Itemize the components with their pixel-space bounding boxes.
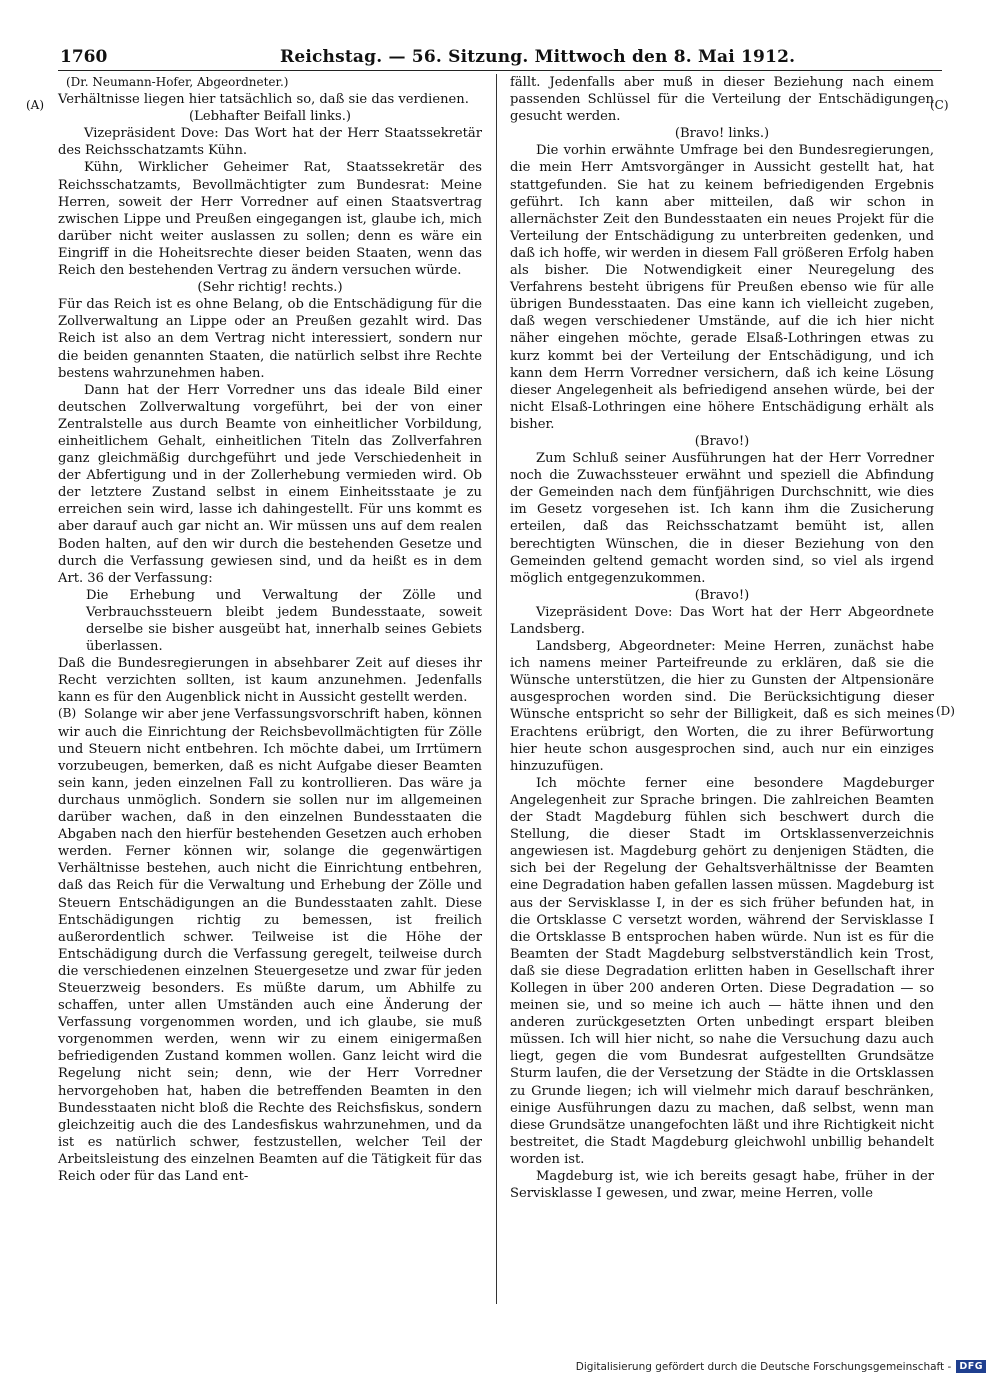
left-column-paragraph: Die Erhebung und Verwaltung der Zölle und Verbrauchssteuern bleibt jedem Bundesstaate, soweit derselbe sie bisher ausgeübt hat, innerhalb seines Gebiets überlassen. — [86, 587, 482, 655]
right-column-paragraph: (Bravo! links.) — [674, 126, 770, 142]
footer-credit: Digitalisierung gefördert durch die Deutsche Forschungsgemeinschaft - — [575, 1360, 952, 1373]
right-column-paragraph: Zum Schluß seiner Ausführungen hat der Herr Vorredner noch die Zuwachssteuer erwähnt und speziell die Abfindung der Gemeinden nach dem fünfjährigen Durchschnitt, wie dies im Gesetz vorgesehen ist. Ich kann ihm die Zusicherung erteilen, daß das Reichsschatzamt bemüht ist, allen berechtigten Wünschen, die in dieser Beziehung von den Gemeinden geltend gemacht worden sind, so viel als irgend möglich entgegenzukommen. — [510, 451, 934, 586]
column-divider — [496, 74, 497, 1304]
page-header — [58, 44, 942, 71]
right-column-paragraph: (Bravo!) — [694, 587, 750, 603]
right-column-paragraph: Landsberg, Abgeordneter: Meine Herren, zunächst habe ich namens meiner Parteifreunde zu erklären, daß sie die Wünsche unterstützen, die hier zu Gunsten der Altpensionäre ausgesprochen worden sind. Die Berücksichtigung dieser Wünsche entspricht so sehr der Billigkeit, daß es sich meines Erachtens erübrigt, den Worten, die zu ihrer Befürwortung hier heute schon ausgesprochen sind, auch nur ein einziges hinzuzufügen. — [510, 639, 934, 774]
left-column-paragraph: (Sehr richtig! rechts.) — [197, 280, 343, 296]
right-column-paragraph: fällt. Jedenfalls aber muß in dieser Beziehung nach einem passenden Schlüssel für die Verteilung der Entschädigungen gesucht werden. — [510, 75, 934, 125]
left-column-paragraph: Daß die Bundesregierungen in absehbarer Zeit auf dieses ihr Recht verzichten sollten, ist kaum anzunehmen. Jedenfalls kann es für den Augenblick nicht in Aussicht gestellt werden. — [58, 656, 482, 706]
right-column-paragraph: Ich möchte ferner eine besondere Magdeburger Angelegenheit zur Sprache bringen. Die zahlreichen Beamten der Stadt Magdeburg fühlen sich beschwert durch die Stellung, die dieser Stadt im Ortsklassenverzeichnis angewiesen ist. Magdeburg gehört zu denjenigen Städten, die sich bei der Regelung der Gehaltsverhältnisse der Beamten eine Degradation haben gefallen lassen müssen. Magdeburg ist aus der Servisklasse I, in der es sich früher befunden hat, in die Ortsklasse C versetzt worden, während der Servisklasse I die Ortsklasse B entsprochen haben würde. Nun ist es für die Beamten der Stadt Magdeburg selbstverständlich kein Trost, daß sie diese Degradation erlitten haben in Gesellschaft ihrer Kollegen in über 200 anderen Orten. Diese Degradation — so meinen sie, und so meine ich auch — hätte ihnen und den anderen zurückgesetzten Orten unbedingt erspart bleiben müssen. Ich will hier nicht, so nahe die Versuchung dazu auch liegt, gegen die vom Bundesrat aufgestellten Grundsätze Sturm laufen, die der Versetzung der Städte in die Ortsklassen zu Grunde liegen; ich will vielmehr mich darauf beschränken, einige Ausführungen dazu zu machen, daß selbst, wenn man diese Grundsätze unangefochten läßt und ihre Richtigkeit nicht bestreitet, die Stadt Magdeburg gleichwohl unbillig behandelt worden ist. — [510, 775, 934, 1167]
left-column-paragraph: Für das Reich ist es ohne Belang, ob die Entschädigung für die Zollverwaltung an Lippe oder an Preußen gezahlt wird. Das Reich ist also an dem Vertrag nicht interessiert, sondern nur die beiden genannten Staaten, die natürlich selbst ihre Rechte bestens wahrzunehmen haben. — [58, 297, 482, 381]
right-column-paragraph: Vizepräsident Dove: Das Wort hat der Herr Abgeordnete Landsberg. — [510, 604, 934, 637]
right-column-paragraph: Magdeburg ist, wie ich bereits gesagt habe, früher in der Servisklasse I gewesen, und zwar, meine Herren, volle — [510, 1169, 934, 1202]
left-column-paragraph: (Lebhafter Beifall links.) — [189, 109, 351, 125]
right-column — [510, 74, 934, 1202]
margin-label-a: (A) — [26, 98, 45, 112]
text-columns — [58, 74, 942, 1304]
left-column-paragraph: Vizepräsident Dove: Das Wort hat der Herr Staatssekretär des Reichsschatzamts Kühn. — [58, 126, 482, 159]
margin-label-b: (B) — [58, 706, 77, 720]
document-page — [58, 44, 942, 1304]
left-column-paragraph: Kühn, Wirklicher Geheimer Rat, Staatssekretär des Reichsschatzamts, Bevollmächtigter zum Bundesrat: Meine Herren, soweit der Herr Vorredner auf einen Staatsvertrag zwischen Lippe und Preußen eingegangen ist, glaube ich, mich darüber nicht weiter auslassen zu sollen; denn es wäre ein Eingriff in die Hoheitsrechte dieser beiden Staaten, wenn das Reich den bestehenden Vertrag zu ändern versuchen würde. — [58, 160, 482, 279]
running-title: Reichstag. — 56. Sitzung. Mittwoch den 8. Mai 1912. — [280, 47, 796, 67]
page-number: 1760 — [60, 47, 108, 67]
left-column-paragraph: Dann hat der Herr Vorredner uns das ideale Bild einer deutschen Zollverwaltung vorgeführt, bei der von einer Zentralstelle aus durch Beamte von einheitlicher Vorbildung, einheitlichem Gehalt, einheitlichen Titeln das Zollverfahren ganz gleichmäßig durchgeführt und jede Verschiedenheit in der Abfertigung und in der Zollerhebung vermieden wird. Ob der letztere Zustand selbst in einem Einheitsstaate je zu erreichen sein wird, lasse ich dahingestellt. Für uns kommt es aber darauf auch gar nicht an. Wir müssen uns auf dem realen Boden halten, auf den wir durch die bestehenden Gesetze und durch die Verfassung gewiesen sind, und da heißt es in dem Art. 36 der Verfassung: — [58, 382, 482, 586]
left-column — [58, 74, 482, 1185]
right-column-paragraph: Die vorhin erwähnte Umfrage bei den Bundesregierungen, die mein Herr Amtsvorgänger in Aussicht gestellt hat, hat stattgefunden. Sie hat zu keinem befriedigenden Ergebnis geführt. Ich kann aber mitteilen, daß wir schon in allernächster Zeit den Bundesstaaten ein neues Projekt für die Verteilung der Entschädigung zu unterbreiten gedenken, und daß ich hoffe, wir werden in diesem Fall größeren Erfolg haben als bisher. Die Notwendigkeit einer Neuregelung des Verfahrens besteht übrigens für Preußen ebenso wie für alle übrigen Bundesstaaten. Das eine kann ich vielleicht zugeben, daß wegen verschiedener Umstände, auf die ich hier nicht näher eingehen möchte, gerade Elsaß-Lothringen etwas zu kurz kommt bei der Verteilung der Entschädigung, und ich kann dem Herrn Vorredner versichern, daß ich keine Lösung dieser Angelegenheit als befriedigend ansehen würde, bei der nicht Elsaß-Lothringen eine höhere Entschädigung erhält als bisher. — [510, 143, 934, 432]
margin-label-d: (D) — [936, 704, 955, 718]
left-column-paragraph: (Dr. Neumann-Hofer, Abgeordneter.) — [66, 75, 289, 89]
right-column-paragraph: (Bravo!) — [694, 433, 750, 449]
left-column-paragraph: Verhältnisse liegen hier tatsächlich so, daß sie das verdienen. — [58, 92, 469, 108]
dfg-logo: DFG — [956, 1360, 986, 1373]
left-column-paragraph: Solange wir aber jene Verfassungsvorschrift haben, können wir auch die Einrichtung der Reichsbevollmächtigten für Zölle und Steuern nicht entbehren. Ich möchte dabei, um Irrtümern vorzubeugen, bemerken, daß es nicht Aufgabe dieser Beamten sein kann, jeden einzelnen Fall zu kontrollieren. Das wäre ja durchaus unmöglich. Sondern sie sollen nur im allgemeinen darüber wachen, daß in den einzelnen Bundesstaaten die Abgaben nach den hierfür bestehenden Gesetzen auch erhoben werden. Ferner können wir, solange die gegenwärtigen Verhältnisse bestehen, auch nicht die Einrichtung entbehren, daß das Reich für die Verwaltung und Erhebung der Zölle und Steuern Entschädigungen an die Bundesstaaten zahlt. Diese Entschädigungen richtig zu bemessen, ist freilich außerordentlich schwer. Teilweise ist die Höhe der Entschädigung durch die Verfassung geregelt, teilweise durch die verschiedenen einzelnen Steuergesetze und zwar für jeden Steuerzweig besonders. Es müßte darum, um Abhilfe zu schaffen, unter allen Umständen auch eine Änderung der Verfassung vorgenommen worden, und ich glaube, sie muß vorgenommen werden, wenn wir zu einem einigermaßen befriedigenden Zustand kommen wollen. Ganz leicht wird die Regelung nicht sein; denn, wie der Herr Vorredner hervorgehoben hat, haben die betreffenden Beamten in den Bundesstaaten nicht bloß die Rechte des Reichsfiskus, sondern gleichzeitig auch die des Landesfiskus wahrzunehmen, und da ist es natürlich schwer, festzustellen, welcher Teil der Arbeitsleistung des einzelnen Beamten auf die Tätigkeit für das Reich oder für das Land ent- — [58, 707, 482, 1184]
margin-label-c: (C) — [930, 98, 949, 112]
digitization-footer — [576, 1360, 986, 1373]
